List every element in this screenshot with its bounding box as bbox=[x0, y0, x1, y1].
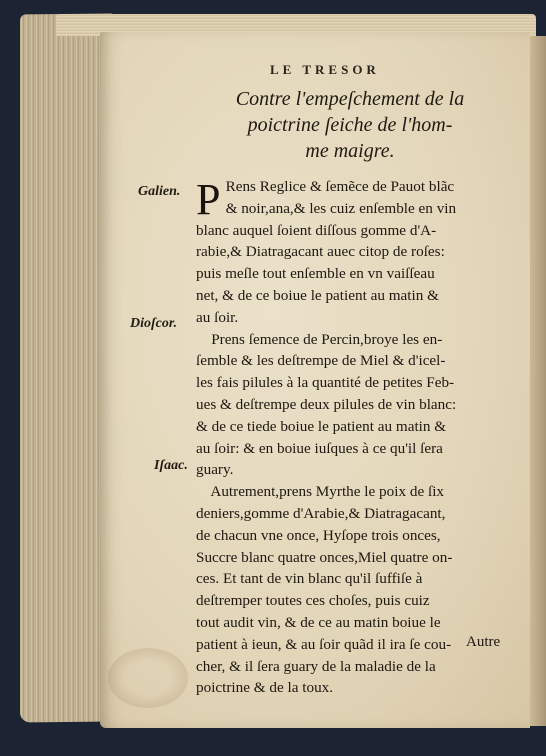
text-line: Succre blanc quatre onces,Miel quatre on- bbox=[196, 548, 453, 566]
text-line: au ſoir. bbox=[196, 308, 239, 326]
text-line: ſemble & les deſtrempe de Miel & d'icel- bbox=[196, 352, 446, 370]
text-line: Autrement,prens Myrthe le poix de ſix bbox=[196, 483, 445, 501]
text-line: cher, & il ſera guary de la maladie de la bbox=[196, 657, 436, 675]
text-line: de chacun vne once, Hyſope trois onces, bbox=[196, 526, 441, 544]
text-line: & noir,ana,& les cuiz enſemble en vin bbox=[218, 199, 457, 217]
text-line: patient à ieun, & au ſoir quãd il ira ſe cou- bbox=[196, 635, 452, 653]
margin-note-dioscor: Dioſcor. bbox=[130, 316, 178, 331]
text-line: deſtremper toutes ces choſes, puis cuiz bbox=[196, 592, 430, 610]
title-line: poictrine ſeiche de l'hom- bbox=[247, 114, 453, 136]
text-line: deniers,gomme d'Arabie,& Diatragacant, bbox=[196, 504, 446, 522]
catchword: Autre bbox=[466, 634, 501, 650]
body-text bbox=[196, 176, 514, 699]
text-line: rabie,& Diatragacant auec citop de roſes: bbox=[196, 243, 445, 261]
text-line: tout audit vin, & de ce au matin boiue le bbox=[196, 613, 441, 631]
running-head: LE TRESOR bbox=[270, 62, 380, 77]
drop-cap: P bbox=[196, 175, 221, 224]
margin-note-isaac: Iſaac. bbox=[154, 458, 188, 473]
text-line: Prens ſemence de Percin,broye les en- bbox=[196, 330, 443, 348]
section-title bbox=[200, 86, 500, 164]
page-stain bbox=[108, 648, 188, 708]
text-line: blanc auquel ſoient diſſous gomme d'A- bbox=[196, 221, 437, 239]
title-line: me maigre. bbox=[305, 140, 395, 162]
text-line: ues & deſtrempe deux pilules de vin blanc: bbox=[196, 395, 457, 413]
text-line: ces. Et tant de vin blanc qu'il ſuffiſe à bbox=[196, 570, 423, 588]
text-line: net, & de ce boiue le patient au matin & bbox=[196, 286, 439, 304]
title-line: Contre l'empeſchement de la bbox=[235, 88, 465, 110]
book-page-edges bbox=[20, 14, 112, 723]
facing-page-edge bbox=[530, 36, 546, 726]
text-line: puis meſle tout enſemble en vn vaiſſeau bbox=[196, 265, 435, 283]
text-line: au ſoir: & en boiue iuſques à ce qu'il ſera bbox=[196, 439, 443, 457]
margin-note-galien: Galien. bbox=[138, 184, 181, 199]
text-line: & de ce tiede boiue le patient au matin & bbox=[196, 417, 447, 435]
text-line: guary. bbox=[196, 461, 234, 479]
text-line: poictrine & de la toux. bbox=[196, 679, 334, 697]
text-line: les fais pilules à la quantité de petites Feb- bbox=[196, 374, 455, 392]
text-line: Rens Reglice & ſemẽce de Pauot blãc bbox=[218, 178, 455, 195]
